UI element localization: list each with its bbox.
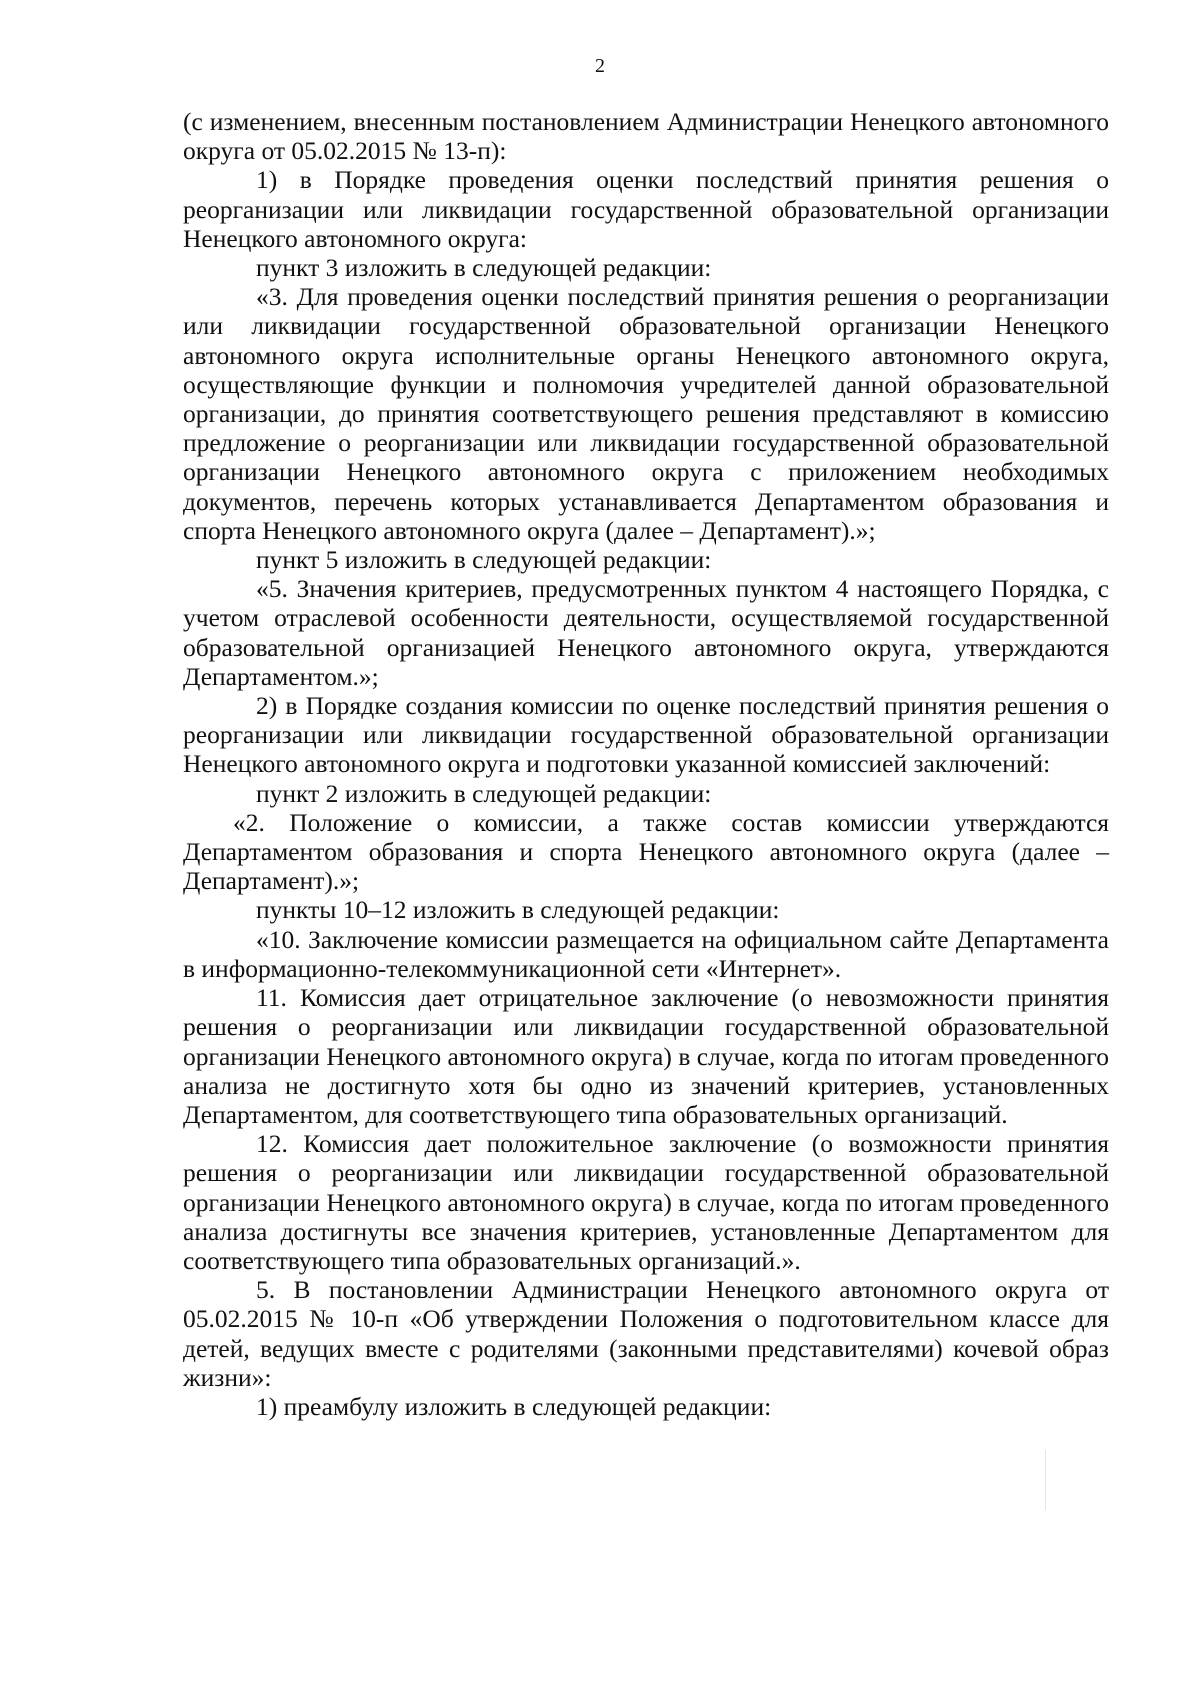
page-number: 2 xyxy=(595,55,605,77)
paragraph-point-3-text: «3. Для проведения оценки последствий принятия решения о реорганизации или ликвидации государственной образовательной организации Ненецкого автономного округа исполнительные органы Ненецкого автономного округа, осуществляющие функции и полномочия учредителей данной образовательной организации, до принятия соответствующего решения представляют в комиссию предложение о реорганизации или ликвидации государственной образовательной организации Ненецкого автономного округа с приложением необходимых документов, перечень которых устанавливается Департаментом образования и спорта Ненецкого автономного округа (далее – Департамент).»; xyxy=(183,282,1109,545)
paragraph-item-2: 2) в Порядке создания комиссии по оценке последствий принятия решения о реорганизации или ликвидации государственной образовательной организации Ненецкого автономного округа и подготовки указанной комиссией заключений: xyxy=(183,691,1109,779)
paragraph-point-2-text: «2. Положение о комиссии, а также состав комиссии утверждаются Департаментом образования и спорта Ненецкого автономного округа (далее – Департамент).»; xyxy=(183,807,1109,896)
paragraph-point-12-text: 12. Комиссия дает положительное заключение (о возможности принятия решения о реорганизации или ликвидации государственной образовательной организации Ненецкого автономного округа) в случае, когда по итогам проведенного анализа достигнуты все значения критериев, установленные Департаментом для соответствующего типа образовательных организаций.». xyxy=(183,1129,1109,1275)
paragraph-item-1: 1) в Порядке проведения оценки последствий принятия решения о реорганизации или ликвидации государственной образовательной организации Ненецкого автономного округа: xyxy=(183,165,1109,253)
paragraph-point-5-intro: пункт 5 изложить в следующей редакции: xyxy=(256,545,712,575)
scan-artifact-line xyxy=(1045,1450,1046,1510)
paragraph-point-2-intro: пункт 2 изложить в следующей редакции: xyxy=(256,778,712,808)
paragraph-section-5: 5. В постановлении Администрации Ненецкого автономного округа от 05.02.2015 № 10-п «Об утверждении Положения о подготовительном классе для детей, ведущих вместе с родителями (законными представителями) кочевой образ жизни»: xyxy=(183,1275,1109,1392)
paragraph-point-11-text: 11. Комиссия дает отрицательное заключение (о невозможности принятия решения о реорганизации или ликвидации государственной образовательной организации Ненецкого автономного округа) в случае, когда по итогам проведенного анализа не достигнуто хотя бы одно из значений критериев, установленных Департаментом, для соответствующего типа образовательных организаций. xyxy=(183,983,1109,1129)
paragraph-preamble-intro: 1) преамбулу изложить в следующей редакции: xyxy=(256,1391,772,1421)
paragraph-amendment-note: (с изменением, внесенным постановлением Администрации Ненецкого автономного округа от 05.02.2015 № 13-п): xyxy=(183,107,1109,166)
paragraph-point-3-intro: пункт 3 изложить в следующей редакции: xyxy=(256,253,712,283)
paragraph-point-10-text: «10. Заключение комиссии размещается на официальном сайте Департамента в информационно-телекоммуникационной сети «Интернет». xyxy=(183,924,1109,983)
paragraph-points-10-12-intro: пункты 10–12 изложить в следующей редакции: xyxy=(256,895,780,925)
paragraph-point-5-text: «5. Значения критериев, предусмотренных пунктом 4 настоящего Порядка, с учетом отраслевой особенности деятельности, осуществляемой государственной образовательной организацией Ненецкого автономного округа, утверждаются Департаментом.»; xyxy=(183,574,1109,691)
document-body xyxy=(183,107,1109,1421)
